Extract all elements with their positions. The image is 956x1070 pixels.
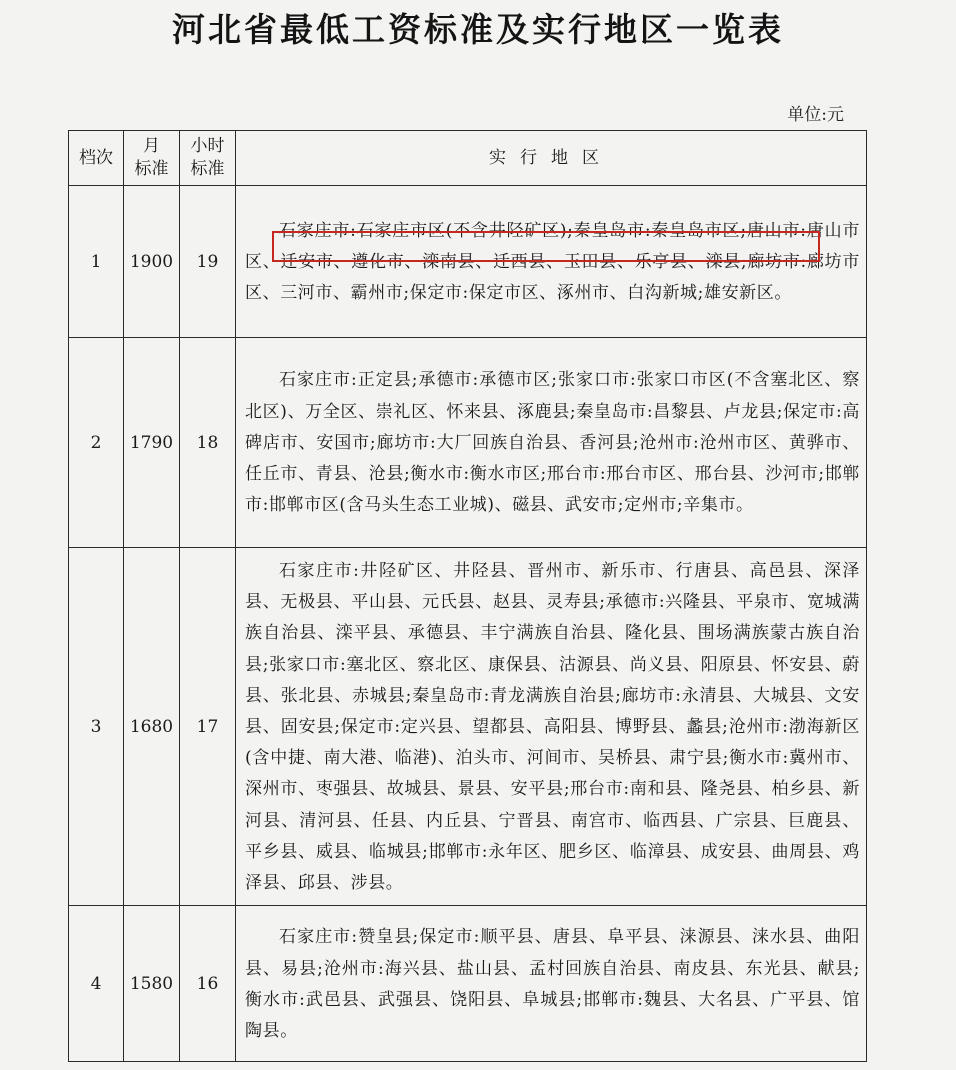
table-row: [69, 548, 867, 906]
table-row: [69, 338, 867, 548]
monthly-cell: 1900: [124, 186, 180, 338]
tier-cell: 2: [69, 338, 124, 548]
header-areas: 实行地区: [236, 131, 867, 186]
monthly-cell: 1790: [124, 338, 180, 548]
areas-cell: 石家庄市:正定县;承德市:承德市区;张家口市:张家口市区(不含塞北区、察北区)、万全区、崇礼区、怀来县、涿鹿县;秦皇岛市:昌黎县、卢龙县;保定市:高碑店市、安国市;廊坊市:大厂回族自治县、香河县;沧州市:沧州市区、黄骅市、任丘市、青县、沧县;衡水市:衡水市区;邢台市:邢台市区、邢台县、沙河市;邯郸市:邯郸市区(含马头生态工业城)、磁县、武安市;定州市;辛集市。: [236, 338, 867, 548]
hourly-cell: 16: [180, 906, 236, 1062]
unit-label: 单位:元: [787, 105, 844, 125]
header-row: [69, 131, 867, 186]
table-row: [69, 906, 867, 1062]
page-title: 河北省最低工资标准及实行地区一览表: [172, 10, 784, 49]
areas-cell: 石家庄市:赞皇县;保定市:顺平县、唐县、阜平县、涞源县、涞水县、曲阳县、易县;沧州市:海兴县、盐山县、孟村回族自治县、南皮县、东光县、献县;衡水市:武邑县、武强县、饶阳县、阜城县;邯郸市:魏县、大名县、广平县、馆陶县。: [236, 906, 867, 1062]
areas-cell: 石家庄市:井陉矿区、井陉县、晋州市、新乐市、行唐县、高邑县、深泽县、无极县、平山县、元氏县、赵县、灵寿县;承德市:兴隆县、平泉市、宽城满族自治县、滦平县、承德县、丰宁满族自治县、隆化县、围场满族蒙古族自治县;张家口市:塞北区、察北区、康保县、沽源县、尚义县、阳原县、怀安县、蔚县、张北县、赤城县;秦皇岛市:青龙满族自治县;廊坊市:永清县、大城县、文安县、固安县;保定市:定兴县、望都县、高阳县、博野县、蠡县;沧州市:渤海新区(含中捷、南大港、临港)、泊头市、河间市、吴桥县、肃宁县;衡水市:冀州市、深州市、枣强县、故城县、景县、安平县;邢台市:南和县、隆尧县、柏乡县、新河县、清河县、任县、内丘县、宁晋县、南宫市、临西县、广宗县、巨鹿县、平乡县、威县、临城县;邯郸市:永年区、肥乡区、临漳县、成安县、曲周县、鸡泽县、邱县、涉县。: [236, 548, 867, 906]
monthly-cell: 1680: [124, 548, 180, 906]
monthly-cell: 1580: [124, 906, 180, 1062]
highlight-box: [272, 231, 820, 262]
header-hourly: 小时 标准: [180, 131, 236, 186]
hourly-cell: 17: [180, 548, 236, 906]
header-monthly: 月 标准: [124, 131, 180, 186]
hourly-cell: 18: [180, 338, 236, 548]
tier-cell: 4: [69, 906, 124, 1062]
areas-cell: 石家庄市:石家庄市区(不含井陉矿区);秦皇岛市:秦皇岛市区;唐山市:唐山市区、迁安市、遵化市、滦南县、迁西县、玉田县、乐亭县、滦县;廊坊市:廊坊市区、三河市、霸州市;保定市:保定市区、涿州市、白沟新城;雄安新区。: [236, 186, 867, 338]
hourly-cell: 19: [180, 186, 236, 338]
tier-cell: 1: [69, 186, 124, 338]
wage-table: [68, 130, 867, 1062]
header-tier: 档次: [69, 131, 124, 186]
tier-cell: 3: [69, 548, 124, 906]
